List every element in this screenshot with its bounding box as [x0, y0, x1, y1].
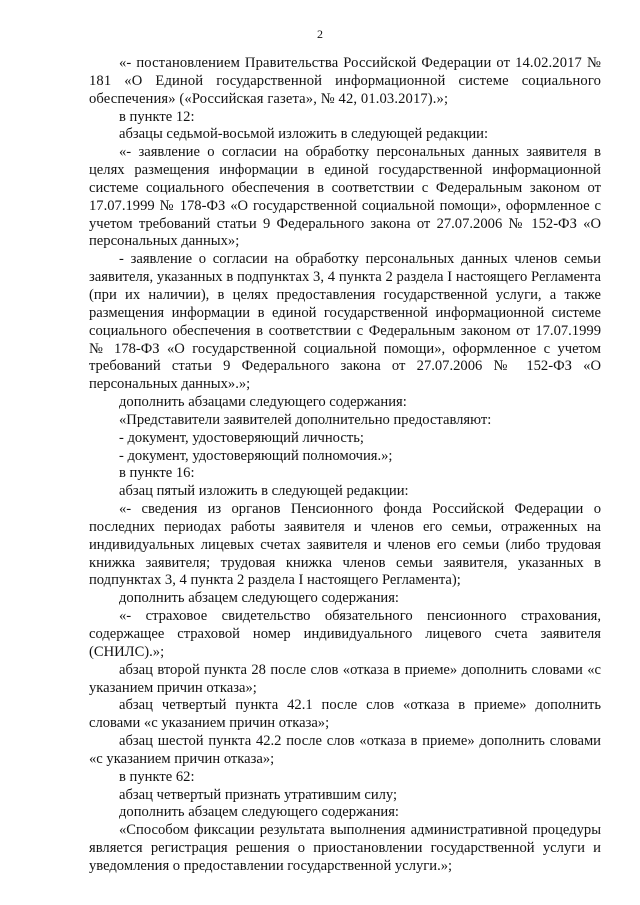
paragraph: - документ, удостоверяющий личность;: [119, 429, 364, 446]
paragraph: абзацы седьмой-восьмой изложить в следующей редакции:: [119, 126, 489, 143]
paragraph: - документ, удостоверяющий полномочия.»;: [119, 447, 393, 464]
page-number: 2: [317, 27, 323, 41]
paragraph: «Способом фиксации результата выполнения административной процедуры является регистрация решения о приостановлении государственной услуги и уведомления о предоставлении государственной услуги.»;: [89, 822, 601, 874]
paragraph: в пункте 16:: [119, 465, 195, 482]
paragraph: в пункте 62:: [119, 768, 195, 785]
paragraph: дополнить абзацем следующего содержания:: [119, 804, 399, 821]
paragraph: - заявление о согласии на обработку персональных данных членов семьи заявителя, указанных в подпунктах 3, 4 пункта 2 раздела I настоящего Регламента (при их наличии), в целях предоставления государственной услуги, а также размещения информации в единой государственной информационной системе социального обеспечения в соответствии с Федеральным законом от 17.07.1999 № 178-ФЗ «О государственной социальной помощи», оформленное с учетом требований статьи 9 Федерального закона от 27.07.2006 № 152-ФЗ «О персональных данных».»;: [89, 251, 601, 393]
paragraph: абзац второй пункта 28 после слов «отказа в приеме» дополнить словами «с указанием причин отказа»;: [89, 661, 601, 696]
paragraph: «Представители заявителей дополнительно предоставляют:: [119, 411, 492, 428]
paragraph: «- заявление о согласии на обработку персональных данных заявителя в целях размещения информации в единой государственной информационной системе социального обеспечения в соответствии с Федеральным законом от 17.07.1999 № 178-ФЗ «О государственной социальной помощи», оформленное с учетом требований статьи 9 Федерального закона от 27.07.2006 № 152-ФЗ «О персональных данных»;: [89, 144, 601, 250]
document-body: [89, 55, 601, 876]
paragraph: дополнить абзацем следующего содержания:: [119, 590, 399, 607]
paragraph: дополнить абзацами следующего содержания:: [119, 394, 407, 411]
paragraph: «- сведения из органов Пенсионного фонда Российской Федерации о последних периодах работы заявителя и членов его семьи, отраженных на индивидуальных лицевых счетах заявителя и членов его семьи (либо трудовая книжка заявителя; трудовая книжка членов семьи заявителя, указанных в подпунктах 3, 4 пункта 2 раздела I настоящего Регламента);: [89, 501, 601, 589]
paragraph: абзац пятый изложить в следующей редакции:: [119, 483, 409, 500]
paragraph: в пункте 12:: [119, 108, 195, 125]
paragraph: «- постановлением Правительства Российской Федерации от 14.02.2017 № 181 «О Единой государственной информационной системе социального обеспечения» («Российская газета», № 42, 01.03.2017).»;: [89, 55, 601, 107]
paragraph: «- страховое свидетельство обязательного пенсионного страхования, содержащее страховой номер индивидуального лицевого счета заявителя (СНИЛС).»;: [89, 608, 601, 660]
paragraph: абзац четвертый пункта 42.1 после слов «отказа в приеме» дополнить словами «с указанием причин отказа»;: [89, 697, 601, 732]
paragraph: абзац четвертый признать утратившим силу;: [119, 786, 398, 803]
paragraph: абзац шестой пункта 42.2 после слов «отказа в приеме» дополнить словами «с указанием причин отказа»;: [89, 733, 601, 767]
